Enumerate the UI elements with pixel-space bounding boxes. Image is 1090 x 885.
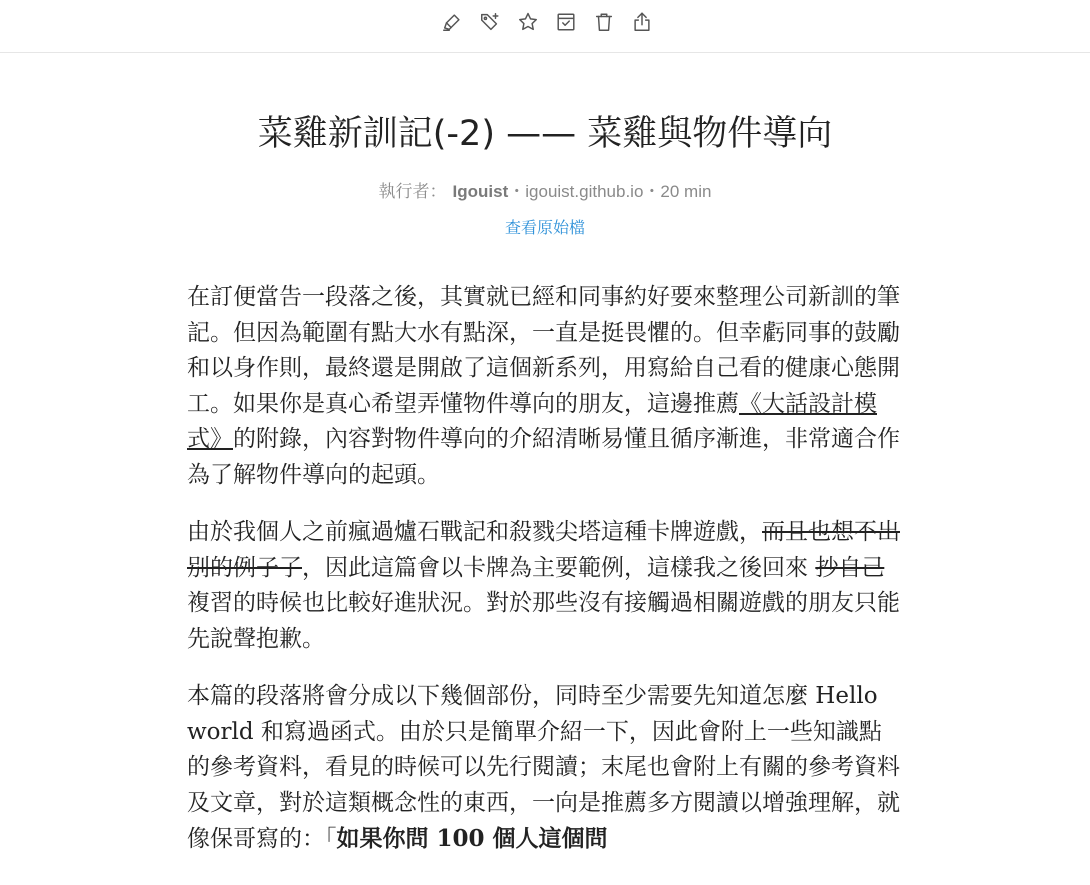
book-link[interactable]: 《大話設計模式》 [187,390,877,452]
paragraph-text: 的附錄，內容對物件導向的介紹清晰易懂且循序漸進，非常適合作為了解物件導向的起頭。 [187,426,900,488]
paragraph [187,515,903,657]
star-icon [517,11,539,33]
paragraph-text: 複習的時候也比較好進狀況。對於那些沒有接觸過相關遊戲的朋友只能先說聲抱歉。 [187,590,900,652]
highlight-button[interactable] [439,9,465,35]
view-original-link[interactable]: 查看原始檔 [504,218,585,237]
article-body [187,280,903,880]
paragraph [187,280,903,493]
struck-text: 抄自己 [815,554,885,581]
meta-source-readtime: ・igouist.github.io・20 min [508,182,712,201]
favorite-button[interactable] [515,9,541,35]
meta-prefix: 執行者： [378,182,447,201]
article-meta [0,180,1090,204]
paragraph-text: 在訂便當告一段落之後，其實就已經和同事約好要來整理公司新訓的筆記。但因為範圍有點大水有點深，一直是挺畏懼的。但幸虧同事的鼓勵和以身作則，最終還是開啟了這個新系列，用寫給自己看的健康心態開工。如果你是真心希望弄懂物件導向的朋友，這邊推薦 [187,284,900,417]
top-toolbar [0,0,1090,53]
paragraph-text: ，因此這篇會以卡牌為主要範例，這樣我之後回來 [302,554,808,581]
paragraph-text: 由於我個人之前瘋過爐石戰記和殺戮尖塔這種卡牌遊戲， [187,519,762,545]
share-button[interactable] [629,9,655,35]
trash-icon [593,11,615,33]
archive-icon [555,11,577,33]
paragraph [187,679,903,858]
add-tag-button[interactable] [477,9,503,35]
paragraph-text: 本篇的段落將會分成以下幾個部份，同時至少需要先知道怎麼 Hello world 和寫過函式。由於只是簡單介紹一下，因此會附上一些知識點的參考資料，看見的時候可以先行閱讀；末尾也會附上有關的參考資料及文章，對於這類概念性的東西，一向是推薦多方閱讀以增強理解，就像保哥寫的：「 [187,683,900,852]
toolbar-actions [0,0,1090,44]
highlighter-icon [441,11,463,33]
author-name: Igouist [452,182,509,201]
struck-text: 而且也想不出別的例子了 [187,519,900,581]
tag-add-icon [479,11,501,33]
bold-quote: 如果你問 100 個人這個問 [336,825,608,852]
article-title: 菜雞新訓記(-2) —— 菜雞與物件導向 [257,114,833,154]
share-icon [631,11,653,33]
delete-button[interactable] [591,9,617,35]
archive-button[interactable] [553,9,579,35]
